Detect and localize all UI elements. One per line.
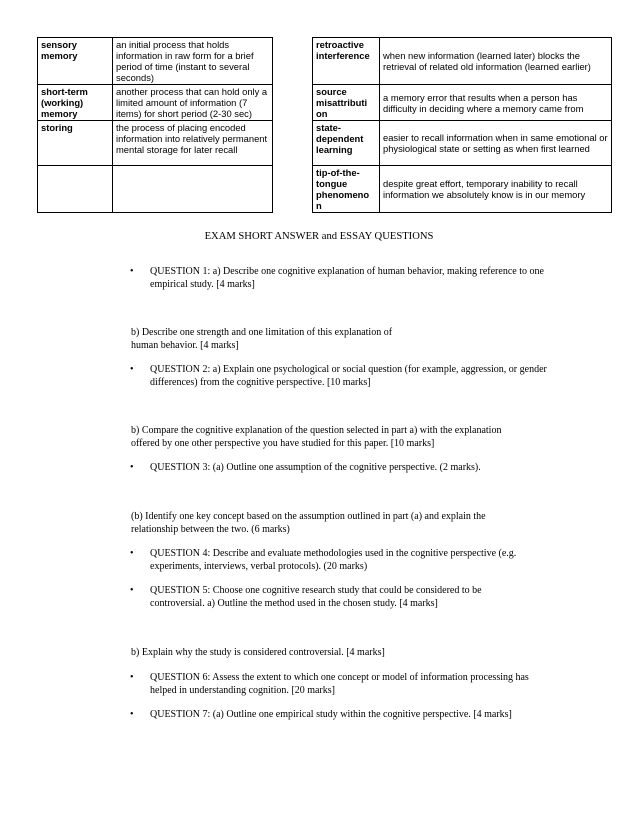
question-5a: QUESTION 5: Choose one cognitive research study that could be considered to be controversial. a) Outline the method used in the chosen study. [4 marks] bbox=[150, 585, 482, 609]
bullet-icon: • bbox=[130, 364, 134, 375]
table-row bbox=[38, 38, 612, 85]
spacer-cell bbox=[273, 166, 313, 213]
question-1b: b) Describe one strength and one limitation of this explanation of human behavior. [4 marks] bbox=[131, 327, 393, 351]
term-cell: retroactive interference bbox=[313, 38, 380, 85]
term-cell: source misattributi on bbox=[313, 85, 380, 121]
bullet-icon: • bbox=[130, 585, 134, 596]
definition-cell: a memory error that results when a person has difficulty in deciding where a memory came from bbox=[380, 85, 612, 121]
term-cell: tip-of-the-tongue phenomeno n bbox=[313, 166, 380, 213]
definition-cell: the process of placing encoded information into relatively permanent mental storage for later recall bbox=[113, 121, 273, 166]
bullet-icon: • bbox=[130, 672, 134, 683]
bullet-icon: • bbox=[130, 462, 134, 473]
spacer-cell bbox=[273, 121, 313, 166]
section-heading: EXAM SHORT ANSWER and ESSAY QUESTIONS bbox=[204, 231, 434, 242]
question-2b: b) Compare the cognitive explanation of the question selected in part a) with the explanation offered by one other perspective you have studied for this paper. [10 marks] bbox=[131, 425, 502, 449]
term-cell: sensory memory bbox=[38, 38, 113, 85]
definition-cell: an initial process that holds information in raw form for a brief period of time (instant to several seconds) bbox=[113, 38, 273, 85]
table-row bbox=[38, 166, 612, 213]
term-cell: short-term (working) memory bbox=[38, 85, 113, 121]
question-5b: b) Explain why the study is considered controversial. [4 marks] bbox=[131, 647, 385, 658]
definition-cell: when new information (learned later) blocks the retrieval of related old information (learned earlier) bbox=[380, 38, 612, 85]
spacer-cell bbox=[273, 85, 313, 121]
definition-cell bbox=[113, 166, 273, 213]
question-3a: QUESTION 3: (a) Outline one assumption of the cognitive perspective. (2 marks). bbox=[150, 462, 481, 473]
question-4: QUESTION 4: Describe and evaluate methodologies used in the cognitive perspective (e.g. experiments, interviews, verbal protocols). (20 marks) bbox=[150, 548, 517, 572]
term-cell: state-dependent learning bbox=[313, 121, 380, 166]
definition-cell: despite great effort, temporary inability to recall information we absolutely know is in our memory bbox=[380, 166, 612, 213]
question-2a: QUESTION 2: a) Explain one psychological or social question (for example, aggression, or gender differences) from the cognitive perspective. [10 marks] bbox=[150, 364, 547, 388]
table-row bbox=[38, 85, 612, 121]
table-row bbox=[38, 121, 612, 166]
term-cell: storing bbox=[38, 121, 113, 166]
question-3b: (b) Identify one key concept based on the assumption outlined in part (a) and explain the relationship between the two. (6 marks) bbox=[131, 511, 486, 535]
bullet-icon: • bbox=[130, 548, 134, 559]
question-6: QUESTION 6: Assess the extent to which one concept or model of information processing has helped in understanding cognition. [20 marks] bbox=[150, 672, 529, 696]
definition-cell: easier to recall information when in same emotional or physiological state or setting as when first learned bbox=[380, 121, 612, 166]
question-1a: QUESTION 1: a) Describe one cognitive explanation of human behavior, making reference to one empirical study. [4 marks] bbox=[150, 266, 544, 290]
spacer-cell bbox=[273, 38, 313, 85]
bullet-icon: • bbox=[130, 709, 134, 720]
term-cell bbox=[38, 166, 113, 213]
bullet-icon: • bbox=[130, 266, 134, 277]
definition-cell: another process that can hold only a limited amount of information (7 items) for short period (2-30 sec) bbox=[113, 85, 273, 121]
question-7a: QUESTION 7: (a) Outline one empirical study within the cognitive perspective. [4 marks] bbox=[150, 709, 512, 720]
glossary-table bbox=[37, 37, 612, 213]
